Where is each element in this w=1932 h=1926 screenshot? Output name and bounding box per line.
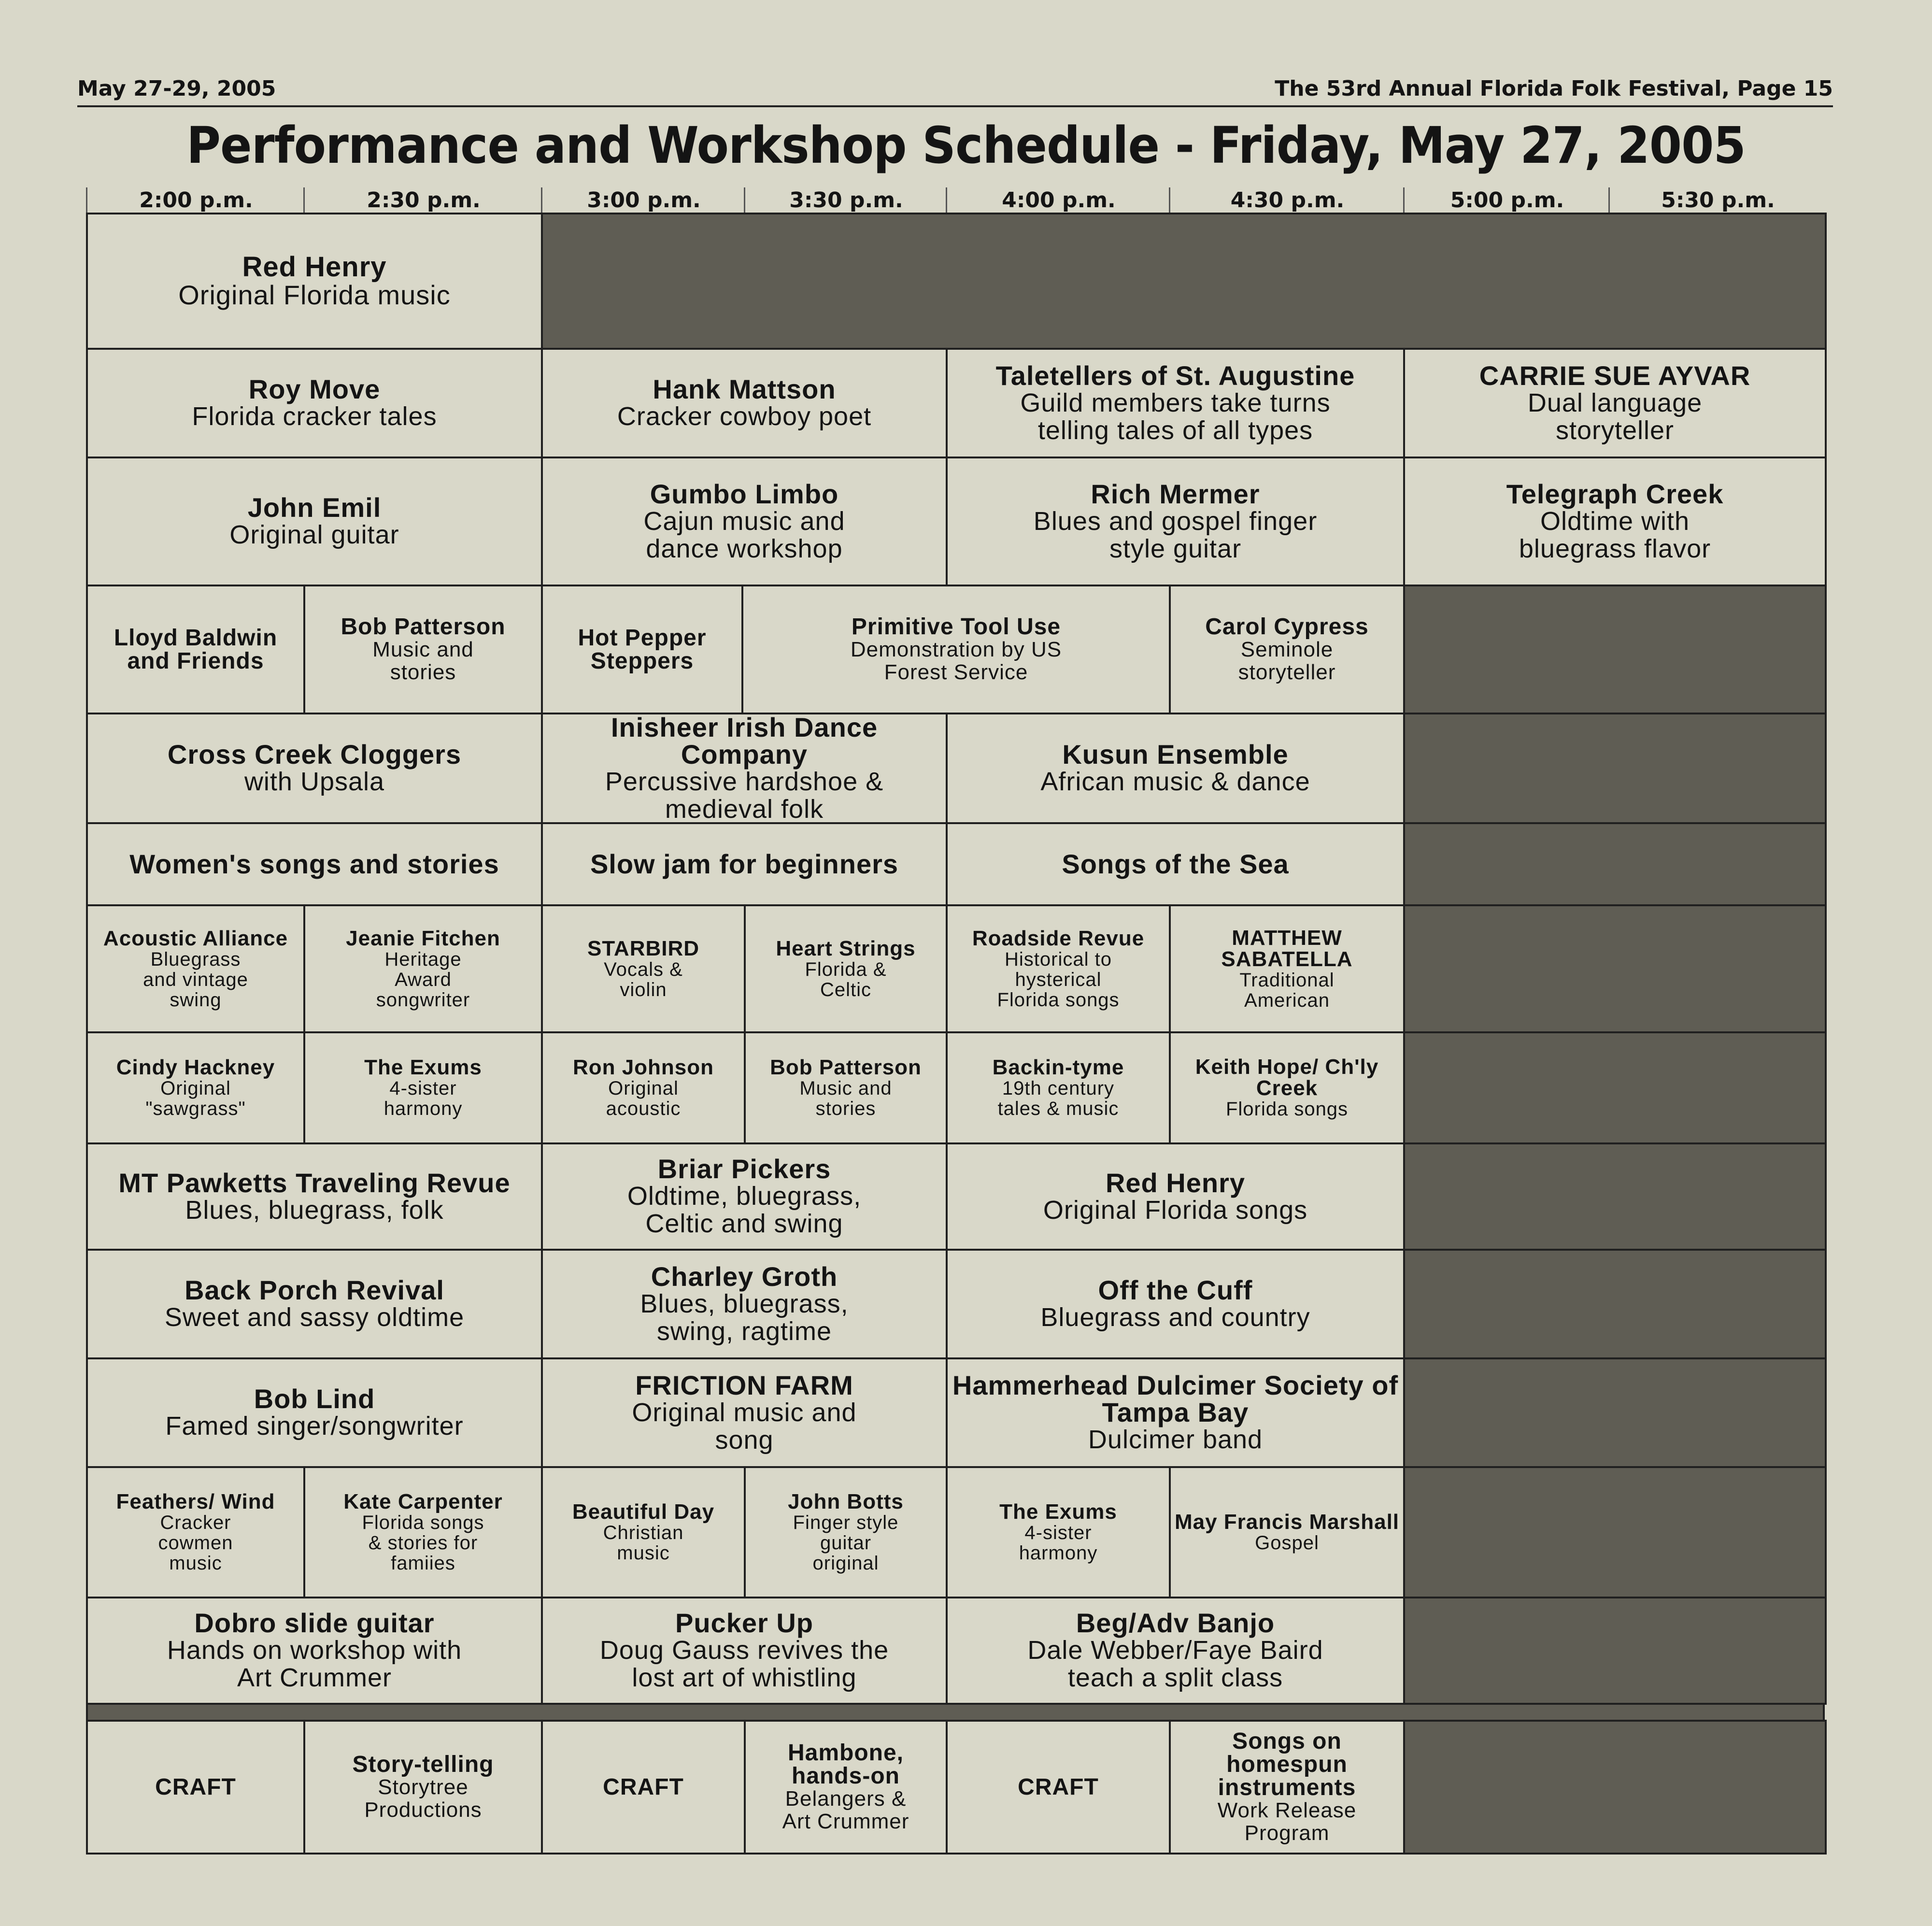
schedule-cell	[541, 348, 948, 458]
time-slot-header: 2:00 p.m.	[86, 187, 305, 214]
empty-slot	[1403, 585, 1827, 714]
schedule-cell	[86, 1466, 305, 1598]
performance-description: Dual language	[1527, 388, 1703, 417]
performance-description: Sweet and sassy oldtime	[164, 1303, 465, 1332]
performer-name: Hammerhead Dulcimer Society of Tampa Bay	[952, 1370, 1399, 1428]
performer-name: Kusun Ensemble	[1062, 739, 1289, 770]
performer-name: Women's songs and stories	[129, 849, 499, 879]
performer-name: John Emil	[247, 492, 382, 523]
performance-description: Guild members take turns	[1020, 388, 1331, 417]
schedule-cell	[86, 1031, 305, 1144]
schedule-cell	[946, 1142, 1405, 1251]
performance-description: Oldtime, bluegrass,	[627, 1182, 862, 1211]
performance-description: stories	[815, 1098, 876, 1119]
performer-name: MT Pawketts Traveling Revue	[118, 1167, 511, 1198]
schedule-cell	[86, 1720, 305, 1855]
schedule-cell	[86, 1357, 543, 1468]
performer-name: Hambone, hands-on	[787, 1740, 904, 1789]
performer-name: Red Henry	[1105, 1167, 1246, 1198]
performance-description: hysterical	[1015, 969, 1102, 990]
empty-slot	[1403, 1249, 1827, 1359]
schedule-cell	[1169, 904, 1405, 1033]
schedule-cell	[303, 585, 543, 714]
performance-description: Bluegrass and country	[1040, 1303, 1310, 1332]
schedule-cell	[541, 822, 948, 906]
performer-name: Charley Groth	[651, 1261, 838, 1292]
schedule-cell	[86, 585, 305, 714]
schedule-cell	[744, 1720, 948, 1855]
performer-name: Carol Cypress	[1205, 614, 1369, 640]
schedule-cell	[744, 1031, 948, 1144]
performer-name: Bob Patterson	[341, 614, 506, 640]
schedule-cell	[86, 1249, 543, 1359]
performance-description: song	[715, 1425, 774, 1455]
performance-description: Blues and gospel finger	[1033, 506, 1318, 536]
performer-name: Beautiful Day	[572, 1500, 715, 1524]
empty-slot	[1403, 1031, 1827, 1144]
page-header-date: May 27-29, 2005	[77, 76, 276, 101]
schedule-cell	[1403, 457, 1827, 586]
performance-description: 19th century	[1002, 1078, 1115, 1099]
performer-name: Backin-tyme	[992, 1056, 1124, 1079]
performer-name: May Francis Marshall	[1174, 1510, 1400, 1534]
performance-description: Seminole	[1240, 638, 1334, 662]
performer-name: Rich Mermer	[1091, 478, 1260, 509]
performer-name: MATTHEW SABATELLA	[1221, 926, 1353, 971]
performance-description: 4-sister	[1024, 1522, 1092, 1543]
performer-name: Songs of the Sea	[1062, 849, 1289, 879]
performance-description: bluegrass flavor	[1519, 534, 1711, 563]
performance-description: Music and	[799, 1078, 892, 1099]
performance-description: Original	[160, 1078, 231, 1099]
schedule-cell	[303, 1031, 543, 1144]
performance-description: Art Crummer	[782, 1809, 909, 1833]
performance-description: songwriter	[376, 989, 470, 1011]
schedule-cell	[86, 713, 543, 824]
performance-description: Original guitar	[229, 520, 399, 550]
performance-description: "sawgrass"	[145, 1098, 246, 1119]
schedule-cell	[541, 457, 948, 586]
performance-description: Florida songs	[362, 1512, 484, 1533]
performer-name: CRAFT	[155, 1774, 236, 1800]
schedule-cell	[946, 1249, 1405, 1359]
performance-description: with Upsala	[244, 767, 385, 797]
performer-name: Heart Strings	[776, 936, 916, 960]
performance-description: Celtic and swing	[645, 1209, 843, 1238]
time-slot-header: 4:00 p.m.	[946, 187, 1170, 214]
schedule-cell	[541, 713, 948, 824]
empty-slot	[1403, 1357, 1827, 1468]
performance-description: Storytree	[378, 1775, 469, 1799]
performance-description: telling tales of all types	[1037, 415, 1313, 445]
performer-name: Feathers/ Wind	[116, 1490, 275, 1513]
schedule-cell	[303, 1720, 543, 1855]
performer-name: Roadside Revue	[972, 926, 1145, 950]
schedule-cell	[86, 1142, 543, 1251]
performer-name: Ron Johnson	[572, 1056, 714, 1079]
performance-description: violin	[620, 979, 667, 1000]
performance-description: guitar	[820, 1532, 872, 1554]
performance-description: Blues, bluegrass,	[640, 1289, 849, 1318]
performance-description: harmony	[384, 1098, 463, 1119]
performance-description: Blues, bluegrass, folk	[185, 1195, 444, 1225]
performance-description: Work Release	[1217, 1798, 1357, 1823]
performance-description: Famed singer/songwriter	[165, 1412, 464, 1441]
performer-name: Red Henry	[242, 251, 387, 283]
schedule-cell	[946, 822, 1405, 906]
empty-slot	[1403, 713, 1827, 824]
performance-description: Original music and	[632, 1398, 857, 1427]
performer-name: Beg/Adv Banjo	[1076, 1608, 1275, 1639]
performer-name: John Botts	[788, 1490, 904, 1513]
performance-description: tales & music	[997, 1098, 1119, 1119]
empty-slot	[1403, 1142, 1827, 1251]
page-header-title: The 53rd Annual Florida Folk Festival, Page 15	[1275, 76, 1833, 101]
performance-description: Demonstration by US	[850, 638, 1062, 662]
performer-name: Bob Lind	[254, 1384, 375, 1414]
performer-name: Hank Mattson	[653, 374, 836, 405]
schedule-cell	[946, 1466, 1171, 1598]
performance-description: dance workshop	[646, 534, 843, 563]
performance-description: Florida &	[805, 958, 887, 980]
performer-name: Cindy Hackney	[116, 1056, 275, 1079]
schedule-cell	[744, 1466, 948, 1598]
performer-name: Primitive Tool Use	[851, 614, 1061, 640]
time-slot-header: 5:30 p.m.	[1608, 187, 1826, 214]
performance-description: medieval folk	[665, 794, 824, 824]
schedule-cell	[541, 1720, 746, 1855]
performer-name: Off the Cuff	[1098, 1275, 1253, 1306]
performance-description: storyteller	[1555, 415, 1675, 445]
schedule-cell	[541, 585, 743, 714]
performer-name: Gumbo Limbo	[650, 478, 839, 509]
performer-name: STARBIRD	[587, 936, 700, 960]
schedule-cell	[541, 1249, 948, 1359]
performer-name: Roy Move	[248, 374, 381, 405]
schedule-cell	[86, 822, 543, 906]
header-rule	[77, 105, 1833, 107]
schedule-cell	[744, 904, 948, 1033]
schedule-cell	[86, 457, 543, 586]
performance-description: 4-sister	[389, 1078, 457, 1099]
performance-description: Forest Service	[884, 660, 1028, 684]
empty-slot	[1403, 1720, 1827, 1855]
performance-description: music	[617, 1542, 670, 1564]
schedule-cell	[946, 1597, 1405, 1705]
performer-name: Kate Carpenter	[343, 1490, 503, 1513]
performer-name: The Exums	[364, 1056, 482, 1079]
schedule-cell	[86, 348, 543, 458]
performance-description: Award	[395, 969, 452, 990]
performer-name: Story-telling	[352, 1752, 494, 1778]
performance-description: Original Florida music	[178, 279, 451, 310]
empty-slot	[1403, 904, 1827, 1033]
schedule-title: Performance and Workshop Schedule - Friday, May 27, 2005	[186, 116, 1746, 175]
performance-description: cowmen	[158, 1532, 233, 1554]
performer-name: Songs on homespun instruments	[1218, 1728, 1356, 1801]
performance-description: teach a split class	[1067, 1663, 1283, 1692]
time-header-row	[85, 187, 1818, 214]
performance-description: Art Crummer	[237, 1663, 392, 1692]
performer-name: Cross Creek Cloggers	[167, 739, 462, 770]
performance-description: Historical to	[1005, 948, 1112, 970]
schedule-cell	[541, 1031, 746, 1144]
schedule-cell	[946, 348, 1405, 458]
performance-description: stories	[390, 660, 456, 684]
schedule-cell	[741, 585, 1171, 714]
performance-description: swing, ragtime	[656, 1316, 832, 1346]
empty-slot	[541, 213, 1827, 350]
time-slot-header: 5:00 p.m.	[1403, 187, 1610, 214]
performance-description: Dale Webber/Faye Baird	[1027, 1636, 1323, 1665]
schedule-cell	[541, 1597, 948, 1705]
performer-name: Bob Patterson	[770, 1056, 922, 1079]
performance-description: swing	[170, 989, 222, 1011]
performance-description: Dulcimer band	[1088, 1425, 1263, 1455]
performance-description: music	[169, 1553, 222, 1574]
performance-description: lost art of whistling	[632, 1663, 857, 1692]
schedule-cell	[541, 1142, 948, 1251]
performer-name: CARRIE SUE AYVAR	[1479, 360, 1751, 391]
performance-description: Christian	[603, 1522, 684, 1543]
schedule-cell	[86, 904, 305, 1033]
performance-description: Doug Gauss revives the	[599, 1636, 889, 1665]
performance-description: Cracker	[160, 1512, 231, 1533]
schedule-cell	[946, 457, 1405, 586]
performance-description: Percussive hardshoe &	[605, 767, 884, 796]
performer-name: Inisheer Irish Dance Company	[611, 713, 878, 770]
performance-description: Oldtime with	[1540, 506, 1690, 536]
performance-description: Florida cracker tales	[192, 402, 437, 431]
schedule-cell	[541, 1466, 746, 1598]
performance-description: Bluegrass	[150, 948, 241, 970]
separator-strip	[86, 1703, 1825, 1722]
performance-description: Music and	[372, 638, 474, 662]
performance-description: African music & dance	[1040, 767, 1310, 797]
performer-name: CRAFT	[1018, 1774, 1099, 1800]
schedule-cell	[303, 904, 543, 1033]
performance-description: Florida songs	[1225, 1099, 1349, 1120]
schedule-cell	[541, 904, 746, 1033]
time-slot-header: 3:30 p.m.	[744, 187, 947, 214]
performance-description: & stories for	[368, 1532, 478, 1554]
performance-description: storyteller	[1238, 660, 1336, 684]
performer-name: Lloyd Baldwin and Friends	[114, 625, 278, 674]
performance-description: Gospel	[1255, 1532, 1319, 1554]
empty-slot	[1403, 1597, 1827, 1705]
performer-name: Back Porch Revival	[185, 1275, 444, 1306]
performance-description: American	[1244, 989, 1330, 1011]
performer-name: Keith Hope/ Ch'ly Creek	[1195, 1055, 1379, 1100]
performer-name: Jeanie Fitchen	[346, 926, 500, 950]
performance-description: Finger style	[793, 1512, 899, 1533]
performance-description: Vocals &	[604, 958, 683, 980]
schedule-cell	[86, 213, 543, 350]
schedule-cell	[946, 1720, 1171, 1855]
performance-description: and vintage	[143, 969, 248, 990]
schedule-cell	[1169, 585, 1405, 714]
schedule-cell	[1169, 1720, 1405, 1855]
empty-slot	[1403, 822, 1827, 906]
schedule-cell	[946, 1031, 1171, 1144]
performer-name: Taletellers of St. Augustine	[995, 360, 1355, 391]
performance-description: harmony	[1019, 1542, 1098, 1564]
performer-name: Pucker Up	[675, 1608, 813, 1639]
performance-description: Original Florida songs	[1043, 1195, 1308, 1225]
schedule-cell	[1403, 348, 1827, 458]
empty-slot	[1403, 1466, 1827, 1598]
time-slot-header: 4:30 p.m.	[1169, 187, 1405, 214]
performance-description: Belangers &	[785, 1787, 907, 1811]
performer-name: CRAFT	[603, 1774, 684, 1800]
performer-name: Dobro slide guitar	[194, 1608, 435, 1639]
schedule-cell	[946, 713, 1405, 824]
performer-name: Telegraph Creek	[1506, 478, 1724, 509]
performance-description: Cracker cowboy poet	[617, 402, 872, 431]
performance-description: Productions	[364, 1798, 482, 1822]
schedule-cell	[946, 1357, 1405, 1468]
performance-description: Celtic	[820, 979, 872, 1000]
performance-description: Cajun music and	[643, 506, 845, 536]
schedule-cell	[1169, 1031, 1405, 1144]
performer-name: Hot Pepper Steppers	[578, 625, 707, 674]
performance-description: Florida songs	[997, 989, 1120, 1011]
schedule-cell	[1169, 1466, 1405, 1598]
time-slot-header: 2:30 p.m.	[303, 187, 542, 214]
time-slot-header: 3:00 p.m.	[541, 187, 745, 214]
performance-description: famiies	[391, 1553, 455, 1574]
performer-name: FRICTION FARM	[635, 1370, 853, 1400]
performance-description: Hands on workshop with	[167, 1636, 462, 1665]
performance-description: style guitar	[1109, 534, 1242, 563]
schedule-cell	[541, 1357, 948, 1468]
performance-description: Program	[1244, 1821, 1330, 1845]
performer-name: Acoustic Alliance	[103, 926, 288, 950]
performance-description: acoustic	[606, 1098, 681, 1119]
performer-name: Slow jam for beginners	[590, 849, 899, 879]
performance-description: Heritage	[384, 948, 462, 970]
schedule-cell	[303, 1466, 543, 1598]
schedule-cell	[946, 904, 1171, 1033]
performer-name: Briar Pickers	[657, 1154, 831, 1184]
performance-description: Original	[608, 1078, 679, 1099]
performance-description: original	[812, 1553, 879, 1574]
schedule-cell	[86, 1597, 543, 1705]
performer-name: The Exums	[999, 1500, 1117, 1524]
performance-description: Traditional	[1239, 969, 1335, 991]
